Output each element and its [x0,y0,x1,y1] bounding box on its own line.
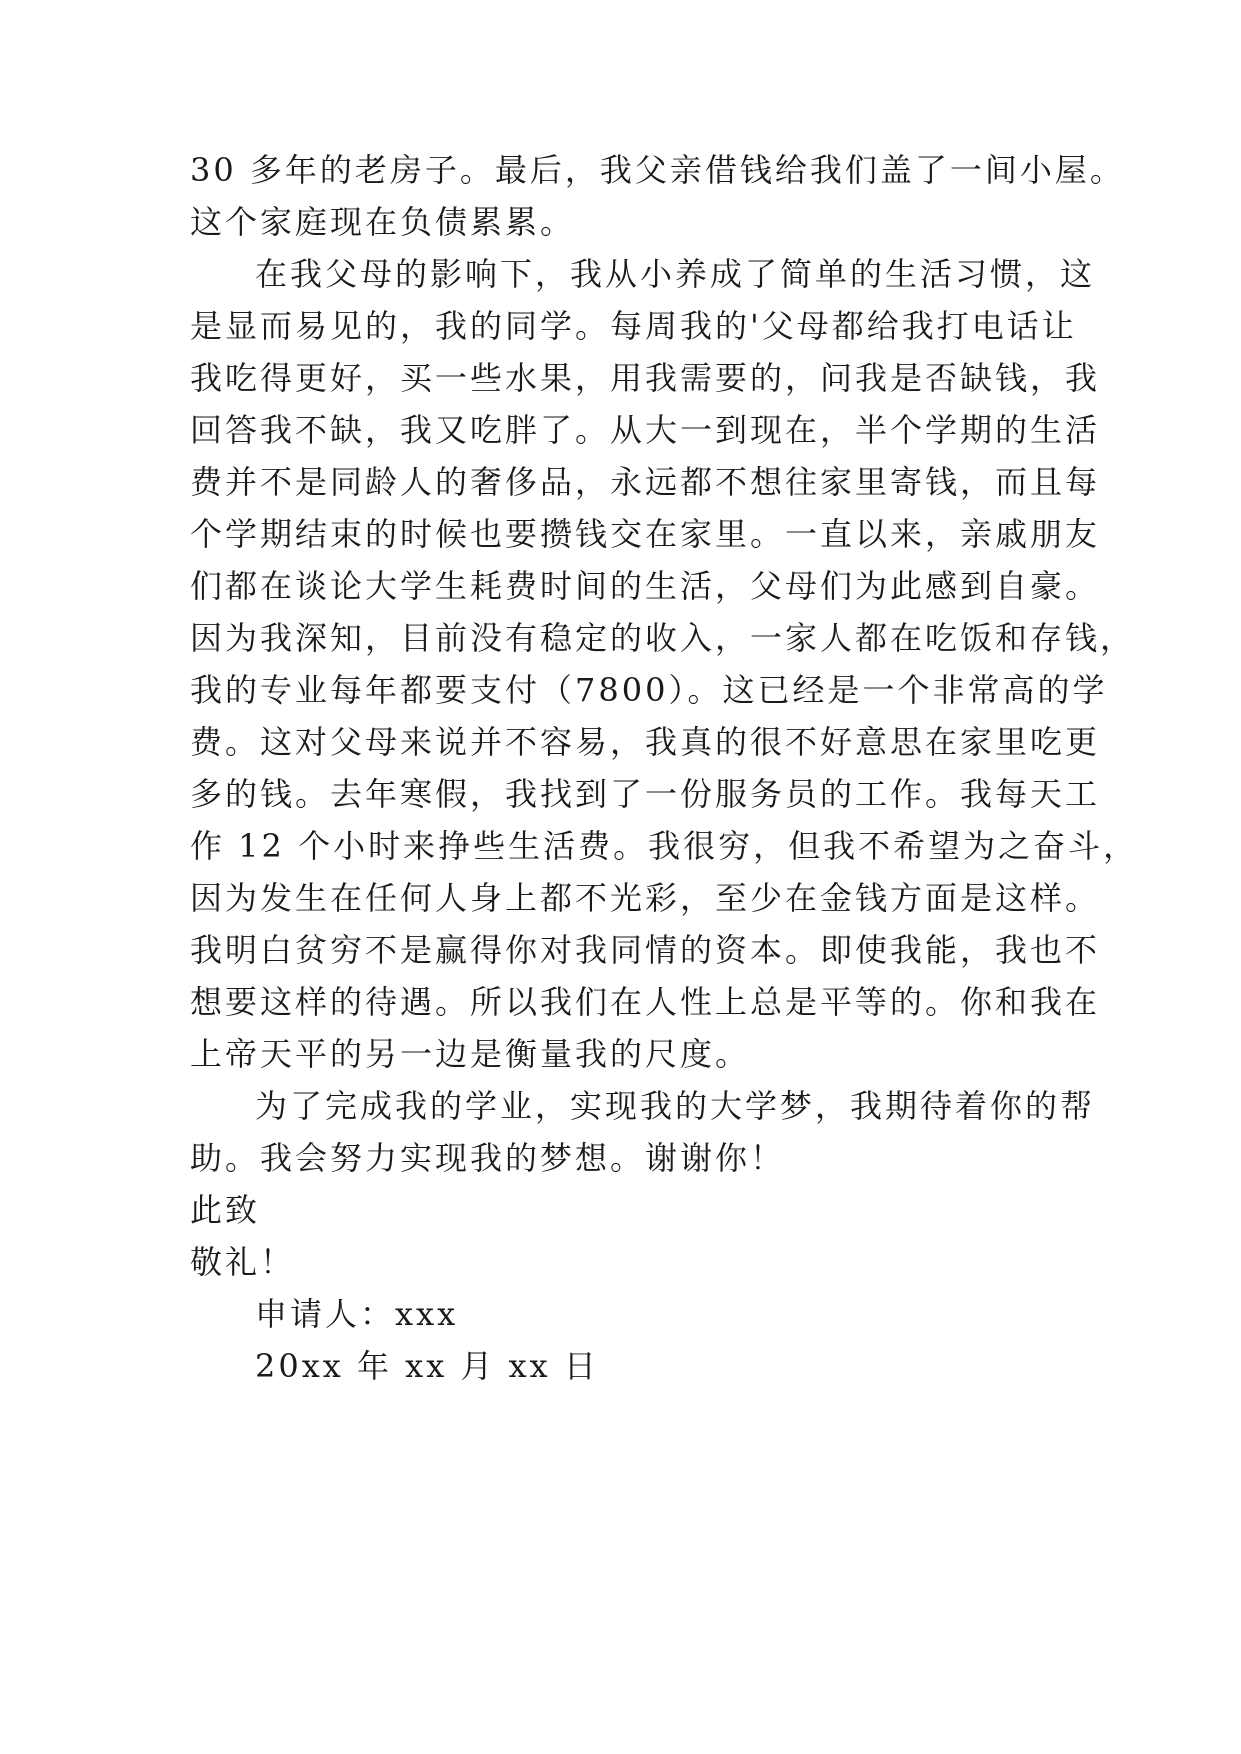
body-line: 作 12 个小时来挣些生活费。我很穷，但我不希望为之奋斗， [190,827,1139,865]
body-line: 回答我不缺，我又吃胖了。从大一到现在，半个学期的生活 [190,411,1101,449]
body-line: 费。这对父母来说并不容易，我真的很不好意思在家里吃更 [190,723,1101,761]
body-line: 30 多年的老房子。最后，我父亲借钱给我们盖了一间小屋。 [190,151,1125,189]
body-line: 个学期结束的时候也要攒钱交在家里。一直以来，亲戚朋友 [190,515,1101,553]
body-line: 因为我深知，目前没有稳定的收入，一家人都在吃饭和存钱， [190,619,1136,657]
document-date: 20xx 年 xx 月 xx 日 [255,1347,599,1385]
body-line: 我明白贫穷不是赢得你对我同情的资本。即使我能，我也不 [190,931,1101,969]
body-line: 我的专业每年都要支付（7800）。这已经是一个非常高的学 [190,671,1108,709]
body-line: 助。我会努力实现我的梦想。谢谢你！ [190,1139,786,1177]
paragraph-first-line: 在我父母的影响下，我从小养成了简单的生活习惯，这 [255,255,1096,293]
body-line: 费并不是同龄人的奢侈品，永远都不想往家里寄钱，而且每 [190,463,1101,501]
body-line: 因为发生在任何人身上都不光彩，至少在金钱方面是这样。 [190,879,1101,917]
body-line: 们都在谈论大学生耗费时间的生活，父母们为此感到自豪。 [190,567,1101,605]
body-line: 这个家庭现在负债累累。 [190,203,576,241]
body-line: 想要这样的待遇。所以我们在人性上总是平等的。你和我在 [190,983,1101,1021]
body-line: 多的钱。去年寒假，我找到了一份服务员的工作。我每天工 [190,775,1101,813]
body-line: 上帝天平的另一边是衡量我的尺度。 [190,1035,751,1073]
paragraph-first-line: 为了完成我的学业，实现我的大学梦，我期待着你的帮 [255,1087,1096,1125]
body-line: 我吃得更好，买一些水果，用我需要的，问我是否缺钱，我 [190,359,1101,397]
closing-regards: 敬礼！ [190,1243,296,1281]
closing-salutation: 此致 [190,1191,261,1229]
applicant-signature: 申请人：xxx [255,1295,459,1333]
body-line: 是显而易见的，我的同学。每周我的'父母都给我打电话让 [190,307,1077,345]
